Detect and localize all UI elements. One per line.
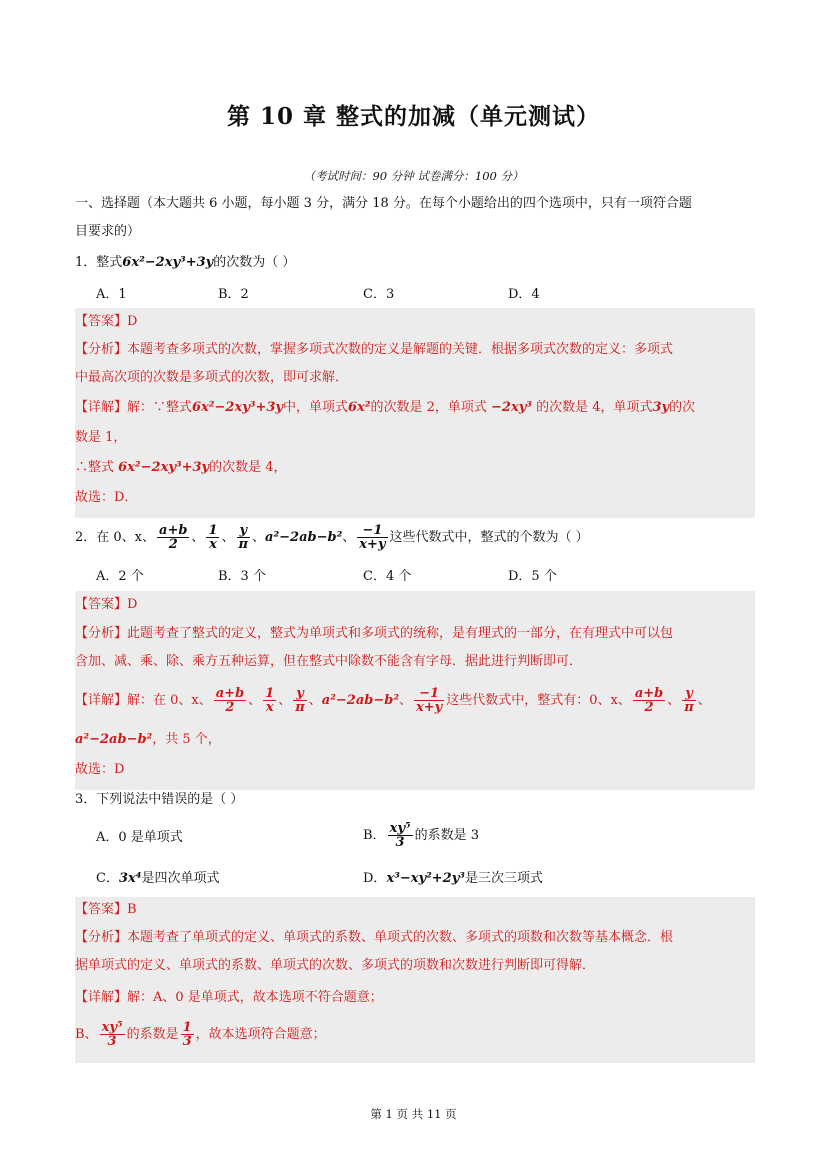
q3-analysis-2: 据单项式的定义、单项式的系数、单项式的次数、多项式的项数和次数进行判断即可得解． (75, 958, 596, 973)
q1-analysis-2: 中最高次项的次数是多项式的次数，即可求解． (75, 370, 349, 385)
q1-option-a: A．1 (96, 287, 127, 302)
q2-analysis-2: 含加、减、乘、除、乘方五种运算，但在整式中除数不能含有字母．据此进行判断即可． (75, 654, 583, 669)
q2-choose: 故选：D (75, 762, 125, 777)
exam-info: （考试时间：90 分钟 试卷满分：100 分） (303, 169, 524, 183)
q3-detail-1: 【详解】解：A、0 是单项式，故本选项不符合题意； (75, 990, 383, 1005)
q3-option-d: D．x³−xy²+2y³是三次三项式 (363, 871, 543, 886)
q3-answer: 【答案】B (75, 902, 137, 917)
q1-option-d: D．4 (508, 287, 540, 302)
q1-detail-1: 【详解】解：∵整式6x²−2xy³+3y中，单项式6x²的次数是 2，单项式 −2xy³ 的次数是 4，单项式3y的次 (75, 400, 696, 415)
q1-conclusion: ∴整式 6x²−2xy³+3y的次数是 4， (75, 460, 287, 475)
section-heading-1: 一、选择题（本大题共 6 小题，每小题 3 分，满分 18 分。在每个小题给出的四个选项中，只有一项符合题 (75, 196, 692, 211)
question-2: 2．在 0、x、 $\frac{a+b}{2}$ 、 $\frac{1}{x}$ 、 $\frac{y}{\pi}$ 、a²−2ab−b²、 $\frac{-1}{x+y}$ 这些代数式中，整式的个数为（ ） (75, 523, 589, 552)
q3-detail-2: B、 $\frac{\text{xy⁵}}{3}$ 的系数是 $\frac{1}{3}$ ，故本选项符合题意； (75, 1020, 326, 1049)
q3-option-b: B． $\frac{\text{xy⁵}}{3}$ 的系数是 3 (363, 821, 479, 850)
question-3: 3．下列说法中错误的是（ ） (75, 792, 244, 807)
q1-option-c: C．3 (363, 287, 395, 302)
question-1: 1．整式6x²−2xy³+3y的次数为（ ） (75, 255, 296, 270)
q2-answer: 【答案】D (75, 597, 138, 612)
q3-analysis-1: 【分析】本题考查了单项式的定义、单项式的系数、单项式的次数、多项式的项数和次数等基本概念．根 (75, 930, 674, 945)
q2-detail-1: 【详解】解：在 0、x、 $\frac{a+b}{2}$ 、 $\frac{1}{x}$ 、 $\frac{y}{\pi}$ 、a²−2ab−b²、 $\frac{-1}{x+y}$ 这些代数式中，整式有：0、x、 $\frac{a+b}{2}$ 、 $\frac{y}{\pi}$ 、 (75, 686, 711, 715)
q1-choose: 故选：D． (75, 490, 138, 505)
q1-option-b: B．2 (218, 287, 249, 302)
page-title: 第 10 章 整式的加减（单元测试） (226, 103, 601, 130)
q1-answer: 【答案】D (75, 314, 138, 329)
q1-analysis-1: 【分析】本题考查多项式的次数，掌握多项式次数的定义是解题的关键．根据多项式次数的定义：多项式 (75, 342, 674, 357)
q1-detail-2: 数是 1， (75, 430, 127, 445)
page-footer: 第 1 页 共 11 页 (370, 1107, 457, 1121)
q2-option-b: B．3 个 (218, 569, 266, 584)
q2-detail-2: a²−2ab−b²，共 5 个， (75, 732, 221, 747)
section-heading-2: 目要求的） (75, 224, 141, 239)
q2-analysis-1: 【分析】此题考查了整式的定义，整式为单项式和多项式的统称，是有理式的一部分，在有理式中可以包 (75, 626, 674, 641)
q2-option-c: C．4 个 (363, 569, 412, 584)
q3-option-c: C．3x⁴是四次单项式 (96, 871, 220, 886)
q2-option-d: D．5 个 (508, 569, 557, 584)
q3-option-a: A．0 是单项式 (96, 830, 183, 845)
q2-option-a: A．2 个 (96, 569, 144, 584)
